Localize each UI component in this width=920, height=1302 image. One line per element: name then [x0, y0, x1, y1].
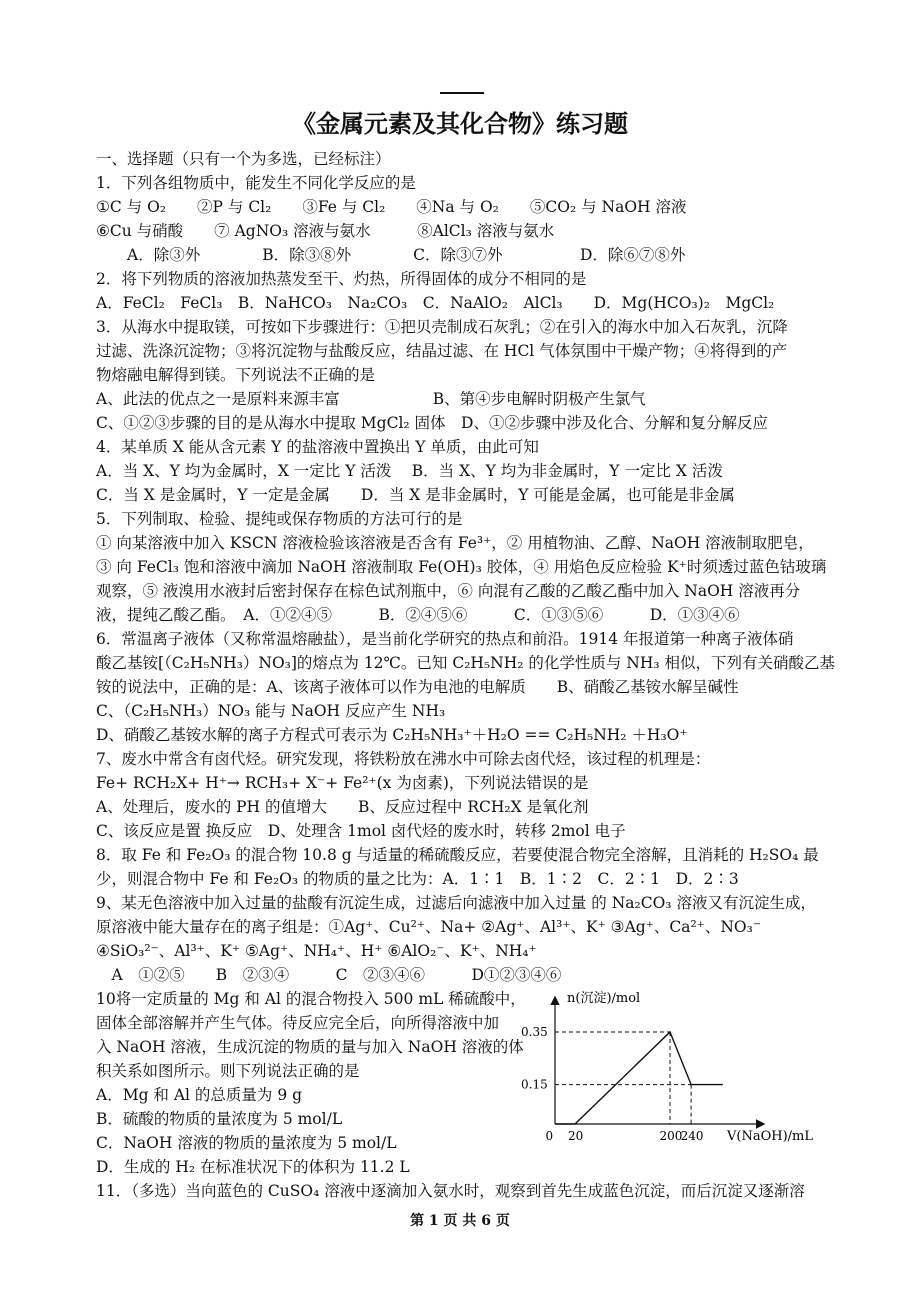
- precipitate-chart: [515, 980, 815, 1150]
- text-line: C．NaOH 溶液的物质的量浓度为 5 mol/L: [96, 1134, 397, 1152]
- text-line: Fe+ RCH₂X+ H⁺→ RCH₃+ X⁻+ Fe²⁺(x 为卤素)，下列说法错误的是: [96, 774, 589, 792]
- text-line: 酸乙基铵[（C₂H₅NH₃）NO₃]的熔点为 12℃。已知 C₂H₅NH₂ 的化学性质与 NH₃ 相似，下列有关硝酸乙基: [96, 654, 836, 672]
- page-footer: 第 1 页 共 6 页: [410, 1213, 510, 1229]
- text-line: ③ 向 FeCl₃ 饱和溶液中滴加 NaOH 溶液制取 Fe(OH)₃ 胶体，④ 用焰色反应检验 K⁺时须透过蓝色钴玻璃: [96, 558, 827, 576]
- text-line: 物熔融电解得到镁。下列说法不正确的是: [96, 366, 376, 384]
- text-line: 2．将下列物质的溶液加热蒸发至干、灼热，所得固体的成分不相同的是: [96, 270, 587, 288]
- text-line: A ①②⑤ B ②③④ C ②③④⑥ D①②③④⑥: [96, 966, 562, 984]
- y-axis-label: n(沉淀)/mol: [567, 991, 641, 1006]
- page-title: 《金属元素及其化合物》练习题: [292, 109, 628, 138]
- text-line: 11．（多选）当向蓝色的 CuSO₄ 溶液中逐滴加入氨水时，观察到首先生成蓝色沉淀，而后沉淀又逐渐溶: [96, 1182, 805, 1200]
- text-line: 原溶液中能大量存在的离子组是：①Ag⁺、Cu²⁺、Na+ ②Ag⁺、Al³⁺、K⁺ ③Ag⁺、Ca²⁺、NO₃⁻: [96, 918, 762, 936]
- text-line: 少，则混合物中 Fe 和 Fe₂O₃ 的物质的量之比为：A．1∶1 B．1∶2 C．2∶1 D．2∶3: [96, 870, 739, 888]
- text-line: 3．从海水中提取镁，可按如下步骤进行：①把贝壳制成石灰乳；②在引入的海水中加入石灰乳，沉降: [96, 318, 788, 336]
- text-line: A．当 X、Y 均为金属时，X 一定比 Y 活泼 B．当 X、Y 均为非金属时，Y 一定比 X 活泼: [96, 462, 723, 480]
- text-line: 铵的说法中，正确的是：A、该离子液体可以作为电池的电解质 B、硝酸乙基铵水解呈碱性: [96, 678, 739, 696]
- text-line: 7、废水中常含有卤代烃。研究发现，将铁粉放在沸水中可除去卤代烃，该过程的机理是：: [96, 750, 711, 768]
- text-line: C、①②③步骤的目的是从海水中提取 MgCl₂ 固体 D、①②步骤中涉及化合、分解和复分解反应: [96, 414, 768, 432]
- text-line: A、此法的优点之一是原料来源丰富 B、第④步电解时阴极产生氯气: [96, 390, 646, 408]
- text-line: 固体全部溶解并产生气体。待反应完全后，向所得溶液中加: [96, 1014, 500, 1032]
- x-tick-label: 200: [659, 1129, 683, 1143]
- text-line: ④SiO₃²⁻、Al³⁺、K⁺ ⑤Ag⁺、NH₄⁺、H⁺ ⑥AlO₂⁻、K⁺、NH₄⁺: [96, 942, 537, 960]
- text-line: D、硝酸乙基铵水解的离子方程式可表示为 C₂H₅NH₃⁺＋H₂O == C₂H₅NH₂ ＋H₃O⁺: [96, 726, 688, 744]
- y-tick-label: 0.15: [521, 1077, 548, 1092]
- text-line: 5．下列制取、检验、提纯或保存物质的方法可行的是: [96, 510, 463, 528]
- text-line: ⑥Cu 与硝酸 ⑦ AgNO₃ 溶液与氨水 ⑧AlCl₃ 溶液与氨水: [96, 222, 555, 240]
- top-dash: [440, 92, 484, 94]
- y-tick-label: 0.35: [521, 1025, 548, 1039]
- text-line: 4．某单质 X 能从含元素 Y 的盐溶液中置换出 Y 单质，由此可知: [96, 438, 539, 456]
- text-line: C、（C₂H₅NH₃）NO₃ 能与 NaOH 反应产生 NH₃: [96, 702, 446, 720]
- x-axis-label: V(NaOH)/mL: [727, 1129, 813, 1144]
- text-line: 过滤、洗涤沉淀物；③将沉淀物与盐酸反应，结晶过滤、在 HCl 气体氛围中干燥产物；④将得到的产: [96, 342, 788, 360]
- text-line: 9、某无色溶液中加入过量的盐酸有沉淀生成，过滤后向滤液中加入过量 的 Na₂CO₃ 溶液又有沉淀生成，: [96, 894, 816, 912]
- text-line: A．FeCl₂ FeCl₃ B．NaHCO₃ Na₂CO₃ C．NaAlO₂ AlCl₃ D．Mg(HCO₃)₂ MgCl₂: [96, 294, 775, 312]
- text-line: 积关系如图所示。则下列说法正确的是: [96, 1062, 360, 1080]
- text-line: C．当 X 是金属时，Y 一定是金属 D．当 X 是非金属时，Y 可能是金属，也可能是非金属: [96, 486, 735, 504]
- text-line: A．除③外 B．除③⑧外 C．除③⑦外 D．除⑥⑦⑧外: [96, 246, 686, 264]
- text-line: 液，提纯乙酸乙酯。 A．①②④⑤ B．②④⑤⑥ C．①③⑤⑥ D．①③④⑥: [96, 606, 740, 624]
- series-line: [555, 1032, 723, 1124]
- x-tick-label: 240: [680, 1129, 704, 1143]
- x-tick-label: 20: [568, 1129, 584, 1143]
- text-line: 一、选择题（只有一个为多选，已经标注）: [96, 150, 391, 168]
- x-tick-label: 0: [545, 1129, 554, 1143]
- text-line: ① 向某溶液中加入 KSCN 溶液检验该溶液是否含有 Fe³⁺，② 用植物油、乙醇、NaOH 溶液制取肥皂，: [96, 534, 814, 552]
- text-line: C、该反应是置 换反应 D、处理含 1mol 卤代烃的废水时，转移 2mol 电子: [96, 822, 626, 840]
- text-line: A．Mg 和 Al 的总质量为 9 g: [96, 1086, 303, 1104]
- text-line: B．硫酸的物质的量浓度为 5 mol/L: [96, 1110, 343, 1128]
- text-line: ①C 与 O₂ ②P 与 Cl₂ ③Fe 与 Cl₂ ④Na 与 O₂ ⑤CO₂ 与 NaOH 溶液: [96, 198, 687, 216]
- text-line: 入 NaOH 溶液，生成沉淀的物质的量与加入 NaOH 溶液的体: [96, 1038, 524, 1056]
- text-line: 观察，⑤ 液溴用水液封后密封保存在棕色试剂瓶中，⑥ 向混有乙酸的乙酸乙酯中加入 NaOH 溶液再分: [96, 582, 801, 600]
- text-line: 1．下列各组物质中，能发生不同化学反应的是: [96, 174, 416, 192]
- text-line: 10将一定质量的 Mg 和 Al 的混合物投入 500 mL 稀硫酸中，: [96, 990, 526, 1008]
- text-line: 6．常温离子液体（又称常温熔融盐），是当前化学研究的热点和前沿。1914 年报道第一种离子液体硝: [96, 630, 794, 648]
- text-line: 8．取 Fe 和 Fe₂O₃ 的混合物 10.8 g 与适量的稀硫酸反应，若要使混合物完全溶解，且消耗的 H₂SO₄ 最: [96, 846, 819, 864]
- text-line: A、处理后，废水的 PH 的值增大 B、反应过程中 RCH₂X 是氧化剂: [96, 798, 589, 816]
- text-line: D．生成的 H₂ 在标准状况下的体积为 11.2 L: [96, 1158, 410, 1176]
